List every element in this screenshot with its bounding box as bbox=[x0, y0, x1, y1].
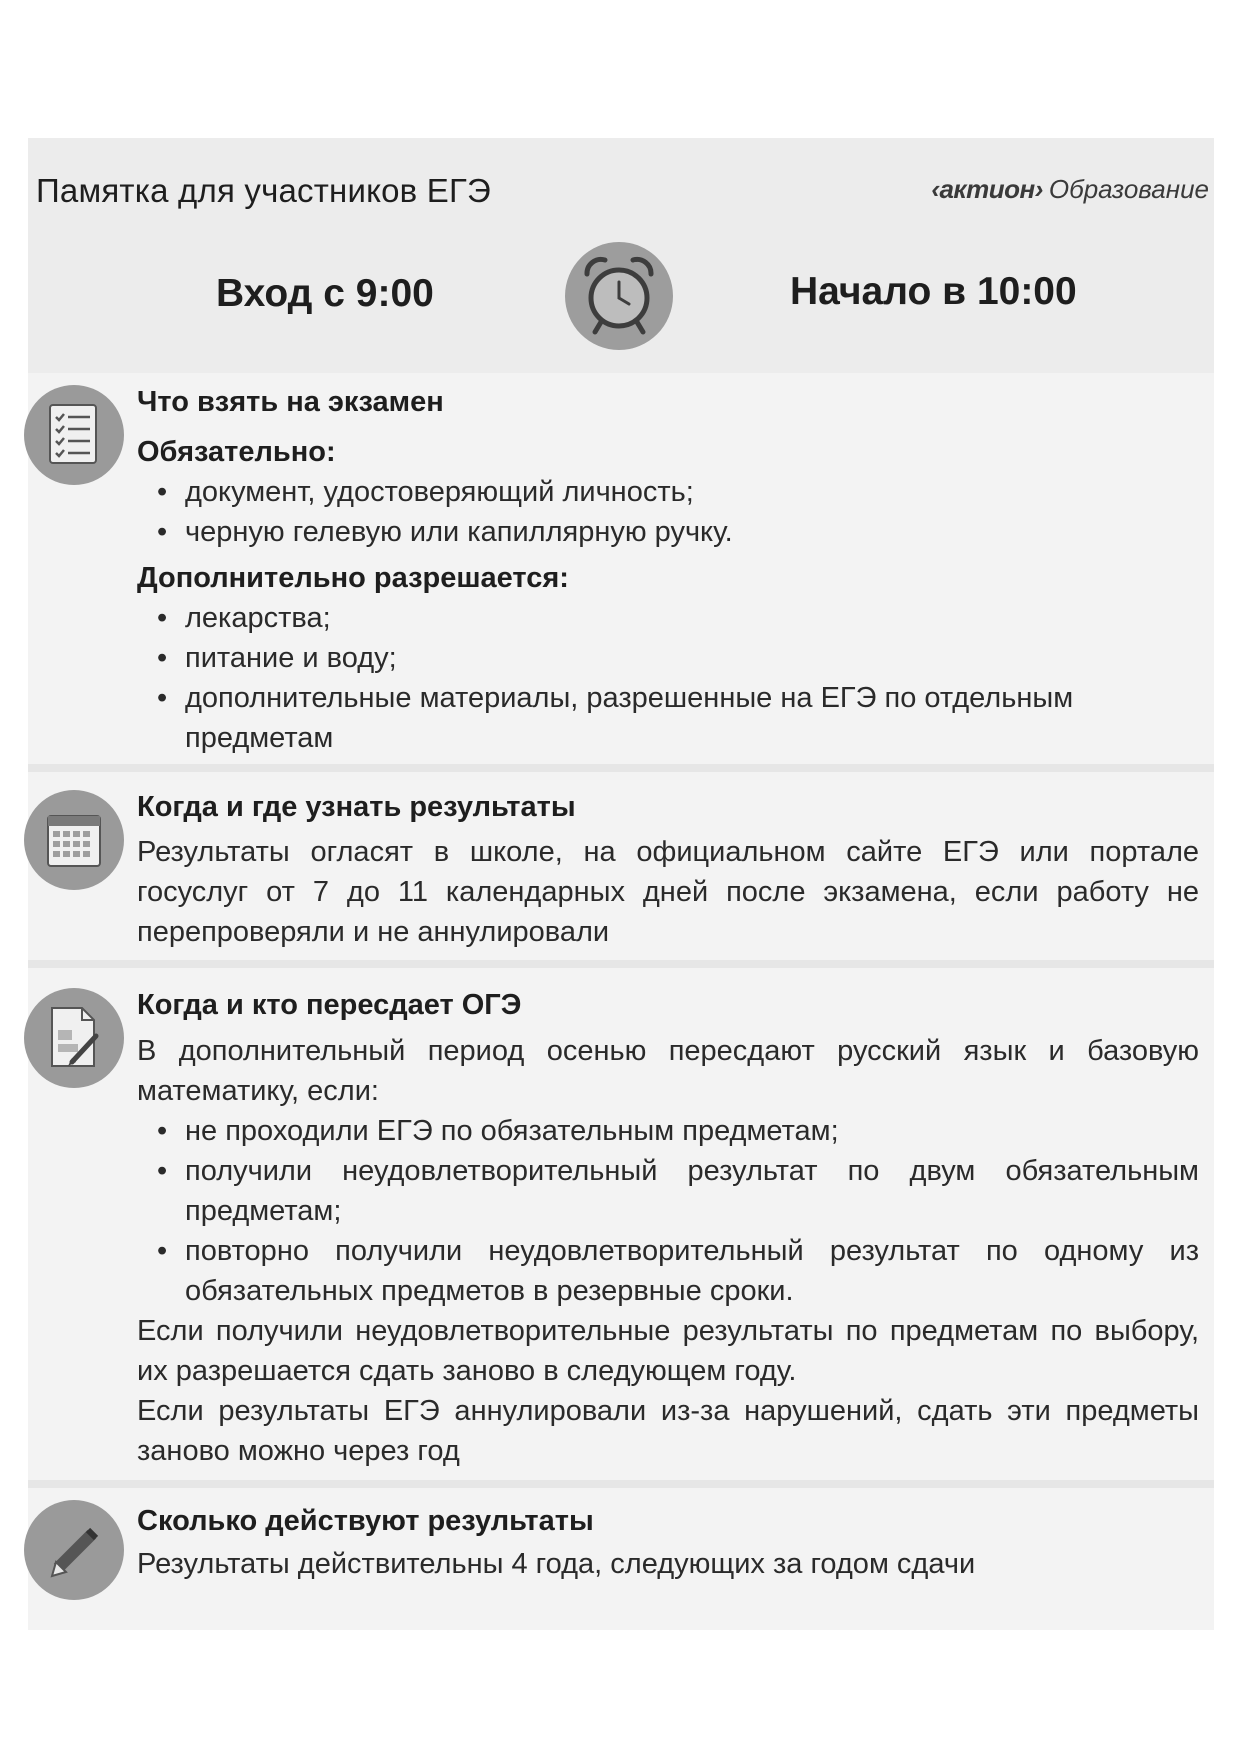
document-edit-icon bbox=[24, 988, 124, 1088]
pencil-icon bbox=[24, 1500, 124, 1600]
list-item: • лекарства; bbox=[137, 598, 1199, 638]
brand-logo bbox=[931, 174, 1209, 205]
list-item: • документ, удостоверяющий личность; bbox=[137, 472, 1199, 512]
list-item: • повторно получили неудовлетворительный результат по одному из обязательных предметов в резервные сроки. bbox=[137, 1231, 1199, 1311]
section-title-validity: Сколько действуют результаты bbox=[137, 1505, 594, 1537]
additional-label: Дополнительно разрешается: bbox=[137, 562, 569, 594]
section-title-results: Когда и где узнать результаты bbox=[137, 791, 576, 823]
entry-time: Вход с 9:00 bbox=[216, 272, 434, 315]
list-item: • черную гелевую или капиллярную ручку. bbox=[137, 512, 1199, 552]
required-label: Обязательно: bbox=[137, 436, 336, 468]
section-divider bbox=[28, 1480, 1214, 1488]
retake-note-2: Если результаты ЕГЭ аннулировали из-за нарушений, сдать эти предметы заново можно через год bbox=[137, 1395, 1199, 1467]
list-item: • не проходили ЕГЭ по обязательным предметам; bbox=[137, 1111, 1199, 1151]
calendar-icon bbox=[24, 790, 124, 890]
required-list bbox=[137, 472, 1199, 552]
retake-list bbox=[137, 1111, 1199, 1311]
retake-intro: В дополнительный период осенью пересдают русский язык и базовую математику, если: bbox=[137, 1035, 1199, 1107]
section-divider bbox=[28, 960, 1214, 968]
page-title: Памятка для участников ЕГЭ bbox=[36, 172, 491, 209]
brand-subtitle: Образование bbox=[1048, 174, 1209, 204]
section-title-what-to-take: Что взять на экзамен bbox=[137, 386, 444, 418]
checklist-icon bbox=[24, 385, 124, 485]
list-item: • питание и воду; bbox=[137, 638, 1199, 678]
validity-text: Результаты действительны 4 года, следующих за годом сдачи bbox=[137, 1548, 976, 1580]
alarm-clock-icon bbox=[565, 242, 673, 350]
results-text: Результаты огласят в школе, на официальном сайте ЕГЭ или портале госуслуг от 7 до 11 календарных дней после экзамена, если работу не перепроверяли и не аннулировали bbox=[137, 836, 1199, 948]
what-to-take-body bbox=[137, 432, 1199, 758]
section-divider bbox=[28, 764, 1214, 772]
brand-name: ‹актион› bbox=[931, 174, 1043, 204]
additional-list bbox=[137, 598, 1199, 758]
section-title-retake: Когда и кто пересдает ОГЭ bbox=[137, 989, 522, 1021]
start-time: Начало в 10:00 bbox=[790, 270, 1077, 313]
list-item: • дополнительные материалы, разрешенные на ЕГЭ по отдельным предметам bbox=[137, 678, 1199, 758]
retake-body bbox=[137, 1031, 1199, 1471]
retake-note-1: Если получили неудовлетворительные результаты по предметам по выбору, их разрешается сдать заново в следующем году. bbox=[137, 1315, 1199, 1387]
list-item: • получили неудовлетворительный результат по двум обязательным предметам; bbox=[137, 1151, 1199, 1231]
